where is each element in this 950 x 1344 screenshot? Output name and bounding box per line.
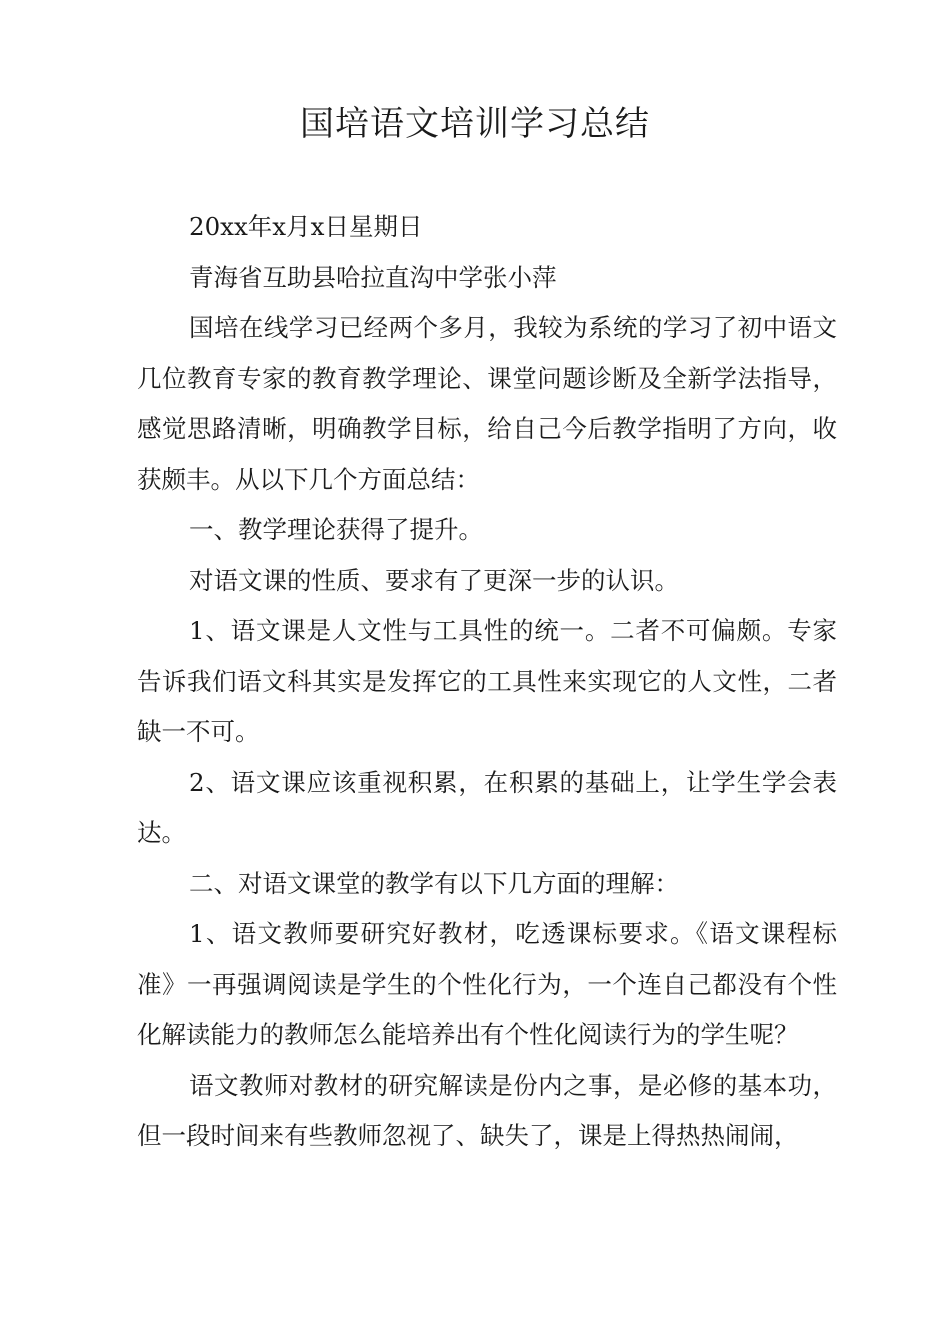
body-paragraph: 2、语文课应该重视积累，在积累的基础上，让学生学会表达。 — [137, 767, 837, 847]
body-paragraph: 语文教师对教材的研究解读是份内之事，是必修的基本功，但一段时间来有些教师忽视了、缺失了，课是上得热热闹闹， — [137, 1070, 837, 1150]
section-heading: 二、对语文课堂的教学有以下几方面的理解： — [189, 868, 679, 898]
body-paragraph: 对语文课的性质、要求有了更深一步的认识。 — [189, 565, 679, 595]
author-line: 青海省互助县哈拉直沟中学张小萍 — [189, 262, 557, 292]
body-paragraph: 1、语文教师要研究好教材，吃透课标要求。《语文课程标准》一再强调阅读是学生的个性化行为，一个连自己都没有个性化解读能力的教师怎么能培养出有个性化阅读行为的学生呢？ — [137, 919, 837, 1049]
date-line: 20xx年x月x日星期日 — [189, 212, 423, 241]
section-heading: 一、教学理论获得了提升。 — [189, 515, 483, 544]
document-body — [137, 202, 837, 1162]
body-paragraph: 国培在线学习已经两个多月，我较为系统的学习了初中语文几位教育专家的教育教学理论、课堂问题诊断及全新学法指导，感觉思路清晰，明确教学目标，给自己今后教学指明了方向，收获颇丰。从以下几个方面总结： — [137, 313, 837, 494]
body-paragraph: 1、语文课是人文性与工具性的统一。二者不可偏颇。专家告诉我们语文科其实是发挥它的工具性来实现它的人文性，二者缺一不可。 — [137, 616, 837, 746]
document-title: 国培语文培训学习总结 — [300, 104, 650, 144]
